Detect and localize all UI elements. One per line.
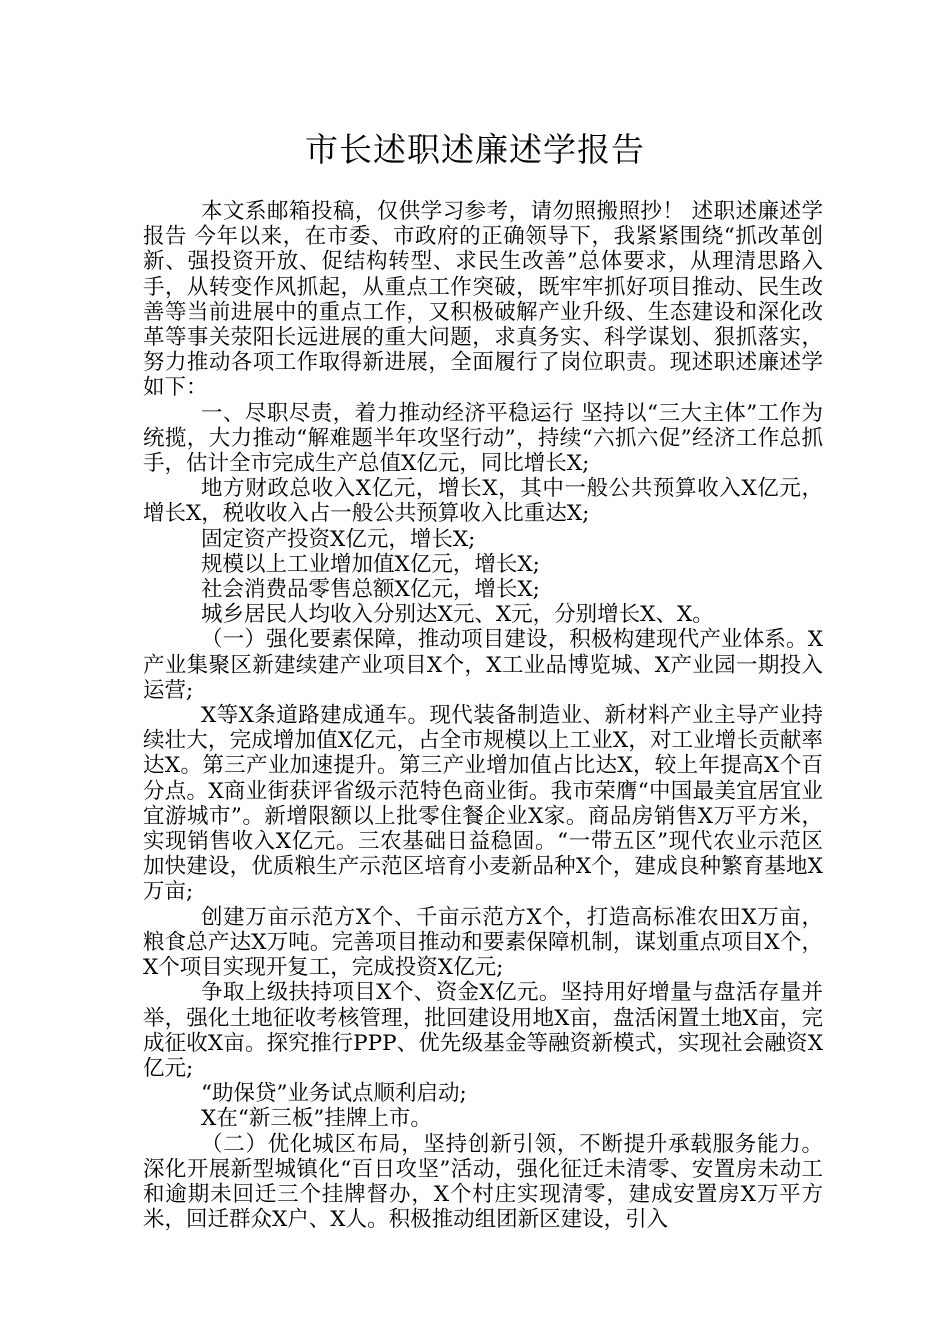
document-body	[143, 199, 823, 1232]
paragraph: 本文系邮箱投稿，仅供学习参考，请勿照搬照抄！ 述职述廉述学报告 今年以来，在市委、市政府的正确领导下，我紧紧围绕“抓改革创新、强投资开放、促结构转型、求民生改善”总体要求，从理清思路入手，从转变作风抓起，从重点工作突破，既牢牢抓好项目推动、民生改善等当前进展中的重点工作，又积极破解产业升级、生态建设和深化改革等事关荥阳长远进展的重大问题，求真务实、科学谋划、狠抓落实，努力推动各项工作取得新进展，全面履行了岗位职责。现述职述廉述学如下：	[143, 199, 823, 401]
paragraph: 固定资产投资X亿元，增长X;	[201, 526, 476, 552]
paragraph: X在“新三板”挂牌上市。	[201, 1106, 432, 1132]
paragraph: （二）优化城区布局，坚持创新引领，不断提升承载服务能力。深化开展新型城镇化“百日攻坚”活动，强化征迁未清零、安置房未动工和逾期未回迁三个挂牌督办，X个村庄实现清零，建成安置房X万平方米，回迁群众X户、X人。积极推动组团新区建设，引入	[143, 1131, 823, 1233]
paragraph: 社会消费品零售总额X亿元，增长X;	[201, 577, 540, 603]
paragraph: X等X条道路建成通车。现代装备制造业、新材料产业主导产业持续壮大，完成增加值X亿元，占全市规模以上工业X，对工业增长贡献率达X。第三产业加速提升。第三产业增加值占比达X，较上年提高X个百分点。X商业街获评省级示范特色商业街。我市荣膺“中国最美宜居宜业宜游城市”。新增限额以上批零住餐企业X家。商品房销售X万平方米，实现销售收入X亿元。三农基础日益稳固。“一带五区”现代农业示范区加快建设，优质粮生产示范区培育小麦新品种X个，建成良种繁育基地X万亩;	[143, 703, 823, 905]
document-title: 市长述职述廉述学报告	[305, 130, 645, 169]
paragraph: （一）强化要素保障，推动项目建设，积极构建现代产业体系。X产业集聚区新建续建产业项目X个，X工业品博览城、X产业园一期投入运营;	[143, 627, 823, 703]
paragraph: 城乡居民人均收入分别达X元、X元，分别增长X、X。	[201, 602, 714, 628]
paragraph: 一、尽职尽责，着力推动经济平稳运行 坚持以“三大主体”工作为统揽，大力推动“解难题半年攻坚行动”，持续“六抓六促”经济工作总抓手，估计全市完成生产总值X亿元，同比增长X;	[143, 400, 823, 477]
paragraph: “助保贷”业务试点顺利启动;	[201, 1081, 467, 1107]
paragraph: 争取上级扶持项目X个、资金X亿元。坚持用好增量与盘活存量并举，强化土地征收考核管理，批回建设用地X亩，盘活闲置土地X亩，完成征收X亩。探究推行PPP、优先级基金等融资新模式，实现社会融资X亿元;	[143, 980, 823, 1081]
paragraph: 创建万亩示范方X个、千亩示范方X个，打造高标准农田X万亩，粮食总产达X万吨。完善项目推动和要素保障机制，谋划重点项目X个，X个项目实现开复工，完成投资X亿元;	[143, 904, 823, 981]
paragraph: 地方财政总收入X亿元，增长X，其中一般公共预算收入X亿元，增长X，税收收入占一般公共预算收入比重达X;	[143, 476, 823, 527]
paragraph: 规模以上工业增加值X亿元，增长X;	[201, 551, 540, 577]
